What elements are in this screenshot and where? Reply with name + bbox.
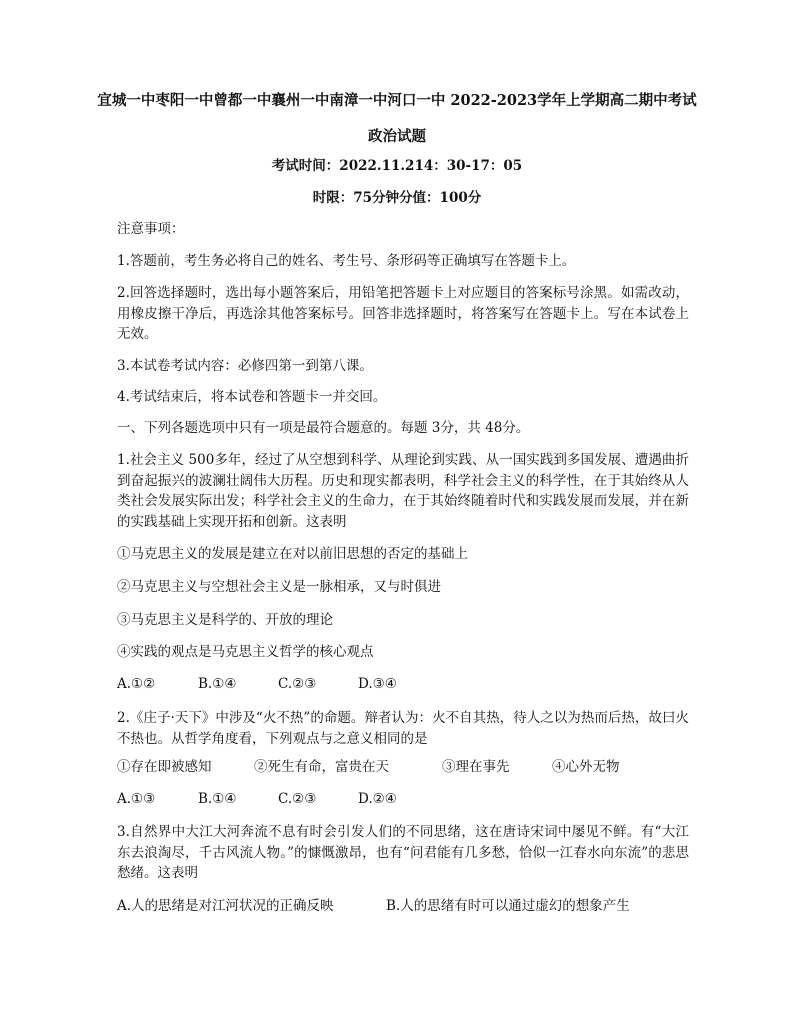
q1-statement-3: ③马克思主义是科学的、开放的理论	[117, 612, 333, 628]
q2-statement-1: ①存在即被感知	[117, 759, 212, 775]
q1-stem: 1.社会主义 500多年，经过了从空想到科学、从理论到实践、从一国实践到多国发展、遭遇曲折到奋起振兴的波澜壮阔伟大历程。历史和现实都表明，科学社会主义的科学性，在于其始终从人类社会发展实际出发；科学社会主义的生命力，在于其始终随着时代和实践发展而发展，并在新的实践基础上实现开拓和创新。这表明	[117, 452, 689, 530]
subject-title: 政治试题	[368, 128, 426, 145]
notice-heading: 注意事项：	[117, 221, 185, 237]
q1-option-d: D.③④	[358, 676, 397, 692]
q2-statement-2: ②死生有命，富贵在天	[254, 759, 389, 775]
q2-option-c: C.②③	[278, 791, 317, 807]
q1-statement-1: ①马克思主义的发展是建立在对以前旧思想的否定的基础上	[117, 546, 468, 562]
q2-option-a: A.①③	[117, 791, 156, 807]
notice-item-3: 3.本试卷考试内容：必修四第一到第八课。	[117, 358, 373, 374]
q3-option-b: B.人的思绪有时可以通过虚幻的想象产生	[386, 898, 630, 914]
q1-statement-4: ④实践的观点是马克思主义哲学的核心观点	[117, 644, 374, 660]
q1-option-a: A.①②	[117, 676, 156, 692]
q2-stem: 2.《庄子·天下》中涉及“火不热”的命题。辩者认为：火不自其热，待人之以为热而后热，故曰火不热也。从哲学角度看，下列观点与之意义相同的是	[117, 710, 689, 747]
notice-item-2: 2.回答选择题时，选出每小题答案后，用铅笔把答题卡上对应题目的答案标号涂黑。如需改动，用橡皮擦干净后，再选涂其他答案标号。回答非选择题时，将答案写在答题卡上。写在本试卷上无效。	[117, 285, 689, 342]
exam-title: 宜城一中枣阳一中曾都一中襄州一中南漳一中河口一中 2022-2023学年上学期高二期中考试	[97, 92, 697, 109]
q1-option-b: B.①④	[198, 676, 237, 692]
q2-statement-3: ③理在事先	[442, 759, 510, 775]
q2-option-d: D.②④	[358, 791, 397, 807]
q1-statement-2: ②马克思主义与空想社会主义是一脉相承，又与时俱进	[117, 579, 441, 595]
q1-option-c: C.②③	[278, 676, 317, 692]
q2-statement-4: ④心外无物	[552, 759, 620, 775]
q3-option-a: A.人的思绪是对江河状况的正确反映	[117, 898, 334, 914]
q2-option-b: B.①④	[198, 791, 237, 807]
notice-item-1: 1.答题前，考生务必将自己的姓名、考生号、条形码等正确填写在答题卡上。	[117, 253, 576, 269]
exam-time: 考试时间：2022.11.214：30-17：05	[271, 158, 523, 174]
section-1-heading: 一、下列各题选项中只有一项是最符合题意的。每题 3分，共 48分。	[117, 420, 530, 436]
exam-limits: 时限：75分钟分值：100分	[312, 190, 482, 206]
notice-item-4: 4.考试结束后，将本试卷和答题卡一并交回。	[117, 389, 387, 405]
q3-stem: 3.自然界中大江大河奔流不息有时会引发人们的不同思绪，这在唐诗宋词中屡见不鲜。有“大江东去浪淘尽，千古风流人物。”的慷慨激昂，也有“问君能有几多愁，恰似一江春水向东流”的悲思愁绪。这表明	[117, 824, 689, 881]
